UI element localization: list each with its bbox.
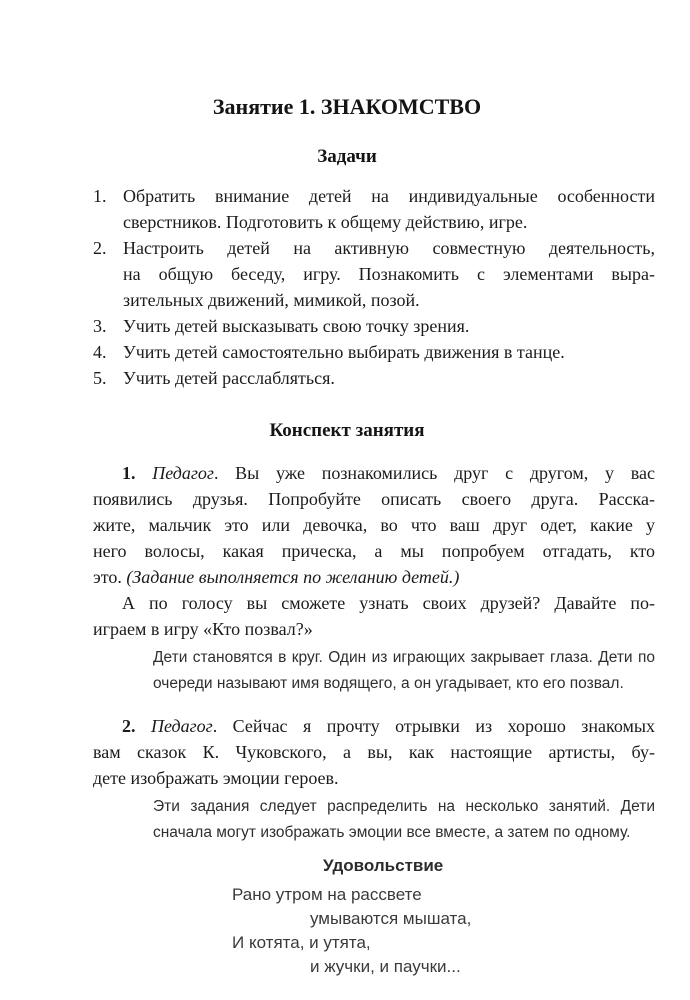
paragraph-1b — [93, 590, 655, 642]
task-line: Учить детей высказывать свою точку зрения. — [123, 316, 470, 336]
paragraph-line: играем в игру «Кто позвал?» — [93, 619, 313, 639]
paragraph-line: А по голосу вы сможете узнать своих друзей? Давайте по- — [122, 593, 655, 613]
task-text — [123, 235, 655, 313]
task-number: 5. — [93, 368, 107, 388]
task-number: 1. — [93, 186, 107, 206]
task-text — [123, 365, 655, 391]
task-line: сверстников. Подготовить к общему действию, игре. — [123, 212, 528, 232]
poem-body — [232, 883, 655, 979]
paragraph-1 — [93, 460, 655, 590]
task-number: 4. — [93, 342, 107, 362]
speaker-name: Педагог — [152, 463, 214, 483]
paragraph-line: дете изображать эмоции героев. — [93, 768, 339, 788]
task-line: Учить детей самостоятельно выбирать движения в танце. — [123, 342, 565, 362]
method-note-1 — [153, 645, 655, 697]
paragraph-text: это. — [93, 567, 122, 587]
tasks-list — [93, 183, 655, 391]
task-line: Учить детей расслабляться. — [123, 368, 335, 388]
paragraph-text: . Сейчас я прочту отрывки из хорошо знакомых — [212, 716, 655, 736]
task-line: Настроить детей на активную совместную деятельность, — [123, 238, 655, 258]
paragraph-line: жите, мальчик это или девочка, во что ваш друг одет, какие у — [93, 515, 655, 535]
step-number: 1. — [122, 463, 136, 483]
note-line: очереди называют имя водящего, а он угадывает, кто его позвал. — [153, 675, 624, 692]
speaker-name: Педагог — [150, 716, 213, 736]
task-line: зительных движений, мимикой, позой. — [123, 290, 420, 310]
paragraph-line — [93, 564, 655, 590]
paragraph-text: . Вы уже познакомились друг с другом, у вас — [213, 463, 655, 483]
task-item-2 — [93, 235, 655, 313]
poem-line: и жучки, и паучки... — [310, 957, 461, 976]
paragraph-line: него волосы, какая прическа, а мы попробуем отгадать, кто — [93, 541, 655, 561]
task-text — [123, 183, 655, 235]
poem-line: Рано утром на рассвете — [232, 885, 422, 904]
tasks-heading: Задачи — [317, 146, 377, 167]
paragraph-line: вам сказок К. Чуковского, а вы, как настоящие артисты, бу- — [93, 742, 655, 762]
paragraph-2 — [93, 713, 655, 791]
note-line: Дети становятся в круг. Один из играющих закрывает глаза. Дети по — [153, 649, 655, 666]
note-line: Эти задания следует распределить на несколько занятий. Дети — [153, 798, 655, 815]
method-note-2 — [153, 794, 655, 846]
paragraph-line — [93, 460, 655, 486]
task-line: Обратить внимание детей на индивидуальные особенности — [123, 186, 655, 206]
paragraph-line: появились друзья. Попробуйте описать своего друга. Расска- — [93, 489, 655, 509]
note-line: сначала могут изображать эмоции все вместе, а затем по одному. — [153, 824, 631, 841]
task-number: 3. — [93, 316, 107, 336]
poem-line: И котята, и утята, — [232, 933, 371, 952]
task-item-1 — [93, 183, 655, 235]
task-number: 2. — [93, 238, 107, 258]
stage-direction: (Задание выполняется по желанию детей.) — [126, 567, 460, 587]
outline-heading: Конспект занятия — [269, 420, 425, 441]
task-item-3 — [93, 313, 655, 339]
paragraph-line — [93, 713, 655, 739]
task-text — [123, 313, 655, 339]
task-item-4 — [93, 339, 655, 365]
poem-title: Удовольствие — [323, 856, 444, 875]
task-line: на общую беседу, игру. Познакомить с элементами выра- — [123, 264, 655, 284]
poem-line: умываются мышата, — [310, 909, 472, 928]
step-number: 2. — [122, 716, 136, 736]
task-text — [123, 339, 655, 365]
page-title: Занятие 1. ЗНАКОМСТВО — [212, 94, 482, 119]
poem — [232, 854, 655, 979]
task-item-5 — [93, 365, 655, 391]
